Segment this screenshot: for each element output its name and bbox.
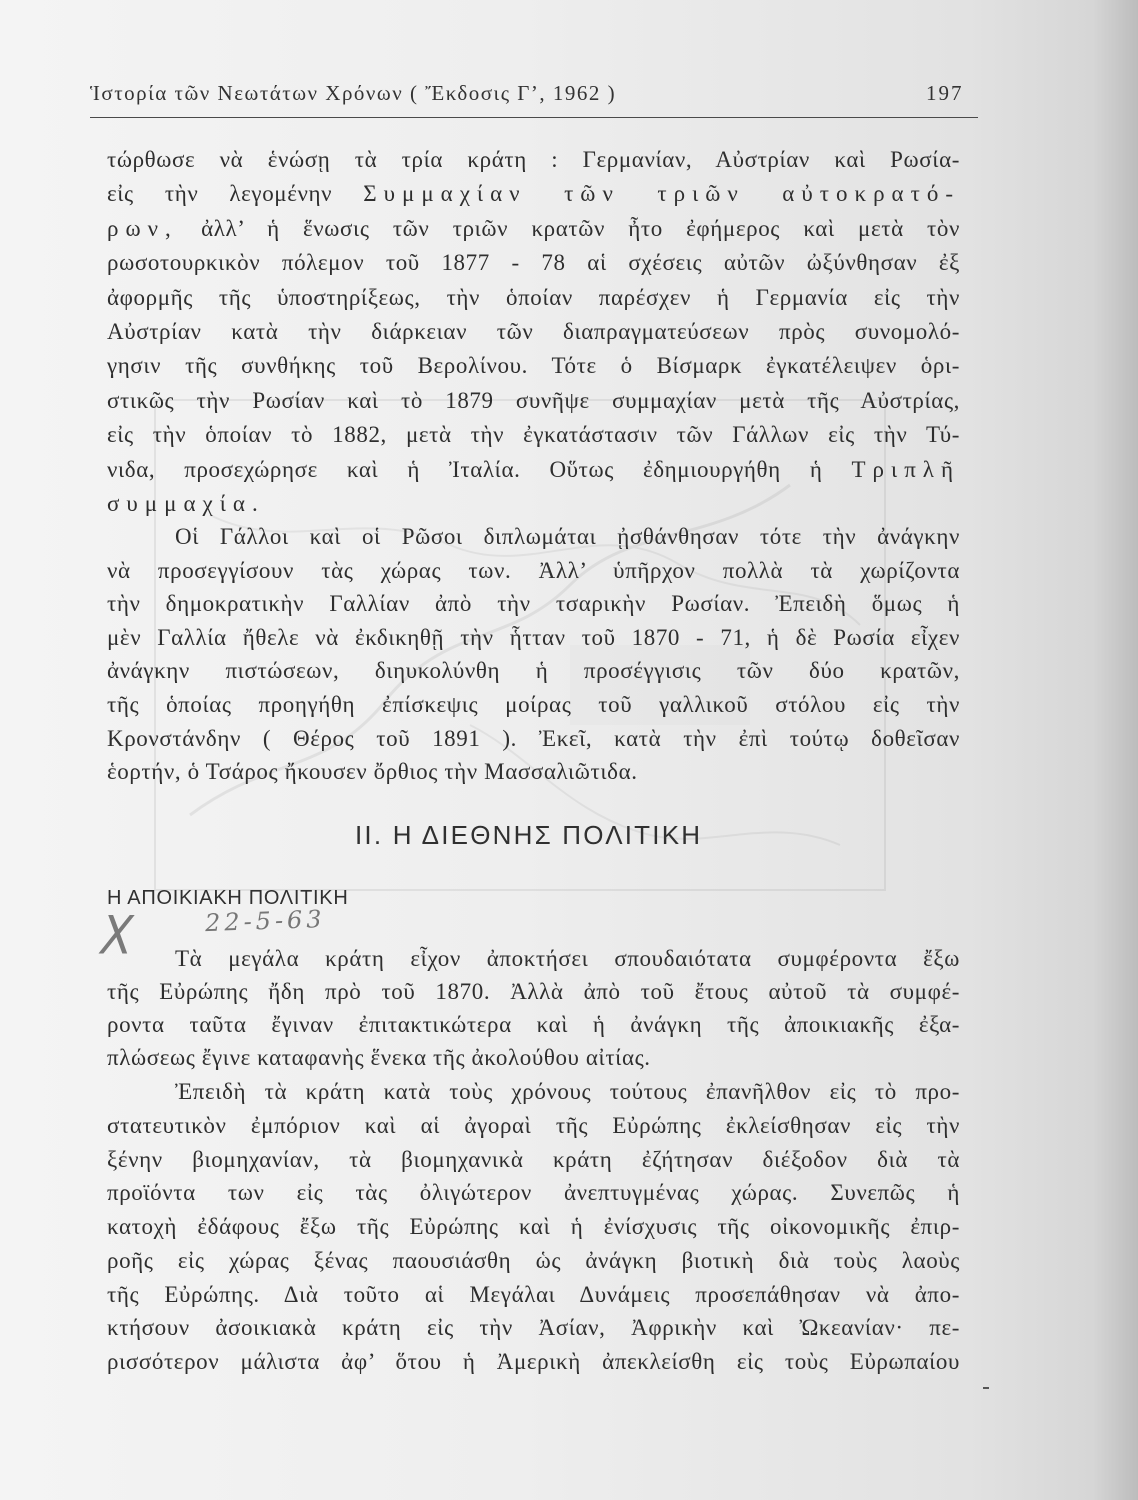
paragraph-3 [107, 942, 960, 1074]
text-line: Αὐστρίαν κατὰ τὴν διάρκειαν τῶν διαπραγματεύσεων πρὸς συνομολό- [107, 319, 960, 345]
running-header-title: Ἱστορία τῶν Νεωτάτων Χρόνων ( Ἔκδοσις Γ’, 1962 ) [90, 81, 617, 105]
ink-speck [983, 1387, 989, 1389]
paragraph-2 [107, 520, 960, 789]
text-line: πλώσεως ἔγινε καταφανὴς ἕνεκα τῆς ἀκολούθου αἰτίας. [107, 1045, 651, 1070]
text-line: ἑορτήν, ὁ Τσάρος ἤκουσεν ὄρθιος τὴν Μασσαλιῶτιδα. [107, 759, 638, 785]
text-line: στικῶς τὴν Ρωσίαν καὶ τὸ 1879 συνῆψε συμμαχίαν μετὰ τῆς Αὐστρίας, [107, 387, 960, 413]
text-line: ροῆς εἰς χώρας ξένας παουσιάσθη ὡς ἀνάγκη βιοτικὴ διὰ τοὺς λαοὺς [107, 1247, 960, 1273]
emphasized-text: Συμμαχίαν τῶν τριῶν αὐτοκρατό- [363, 181, 960, 207]
text-line: κατοχὴ ἐδάφους ἔξω τῆς Εὐρώπης καὶ ἡ ἐνίσχυσις τῆς οἰκονομικῆς ἐπιρ- [107, 1214, 960, 1239]
text-line: τὴν δημοκρατικὴν Γαλλίαν ἀπὸ τὴν τσαρικὴν Ρωσίαν. Ἐπειδὴ ὅμως ἡ [107, 591, 960, 617]
text-line [107, 453, 960, 487]
handwritten-margin-mark: X [94, 903, 140, 967]
text-line: προϊόντα των εἰς τὰς ὀλιγώτερον ἀνεπτυγμένας χώρας. Συνεπῶς ἡ [107, 1180, 960, 1206]
text-line: μὲν Γαλλία ἤθελε νὰ ἐκδικηθῇ τὴν ἧτταν τοῦ 1870 - 71, ἡ δὲ Ρωσία εἶχεν [107, 624, 960, 650]
text-line: στατευτικὸν ἐμπόριον καὶ αἱ ἀγοραὶ τῆς Εὐρώπης ἐκλείσθησαν εἰς τὴν [107, 1112, 960, 1138]
text-line [107, 177, 960, 211]
text-line: νὰ προσεγγίσουν τὰς χώρας των. Ἀλλ’ ὑπῆρχον πολλὰ τὰ χωρίζοντα [107, 557, 960, 583]
text-line: γησιν τῆς συνθήκης τοῦ Βερολίνου. Τότε ὁ Βίσμαρκ ἐγκατέλειψεν ὁρι- [107, 353, 960, 379]
text-line: ρισσότερον μάλιστα ἀφ’ ὅτου ἡ Ἀμερικὴ ἀπεκλείσθη εἰς τοὺς Εὐρωπαίου [107, 1349, 960, 1374]
text-line: Οἱ Γάλλοι καὶ οἱ Ρῶσοι διπλωμάται ᾐσθάνθησαν τότε τὴν ἀνάγκην [175, 524, 960, 549]
text-line: κτήσουν ἀσοικιακὰ κράτη εἰς τὴν Ἀσίαν, Ἀφρικὴν καὶ Ὠκεανίαν· πε- [107, 1315, 960, 1341]
header-rule [90, 117, 978, 118]
text-line: ροντα ταῦτα ἔγιναν ἐπιτακτικώτερα καὶ ἡ ἀνάγκη τῆς ἀποικιακῆς ἐξα- [107, 1012, 960, 1037]
text-line: ξένην βιομηχανίαν, τὰ βιομηχανικὰ κράτη ἐζήτησαν διέξοδον διὰ τὰ [107, 1146, 960, 1172]
paragraph-1 [107, 143, 960, 521]
text-line: ἀνάγκην πιστώσεων, διηυκολύνθη ἡ προσέγγισις τῶν δύο κρατῶν, [107, 658, 960, 684]
text-segment: νιδα, προσεχώρησε καὶ ἡ Ἰταλία. Οὕτως ἐδημιουργήθη ἡ [107, 456, 823, 482]
text-line: τῆς ὁποίας προηγήθη ἐπίσκεψις μοίρας τοῦ γαλλικοῦ στόλου εἰς τὴν [107, 691, 960, 717]
text-line: Τὰ μεγάλα κράτη εἶχον ἀποκτήσει σπουδαιότατα συμφέροντα ἔξω [175, 946, 960, 971]
emphasized-text: Τριπλῆ [851, 456, 960, 482]
handwritten-date-note: 22-5-63 [204, 904, 327, 938]
subsection-heading: Η ΑΠΟΙΚΙΑΚΗ ΠΟΛΙΤΙΚΗ [107, 887, 349, 909]
text-line: ρωσοτουρκικὸν πόλεμον τοῦ 1877 - 78 αἱ σχέσεις αὐτῶν ὠξύνθησαν ἐξ [107, 250, 960, 276]
text-line: τῆς Εὐρώπης ἤδη πρὸ τοῦ 1870. Ἀλλὰ ἀπὸ τοῦ ἔτους αὐτοῦ τὰ συμφέ- [107, 979, 960, 1004]
text-line [107, 487, 960, 521]
text-line: ἀφορμῆς τῆς ὑποστηρίξεως, τὴν ὁποίαν παρέσχεν ἡ Γερμανία εἰς τὴν [107, 284, 960, 310]
text-line: Κρονστάνδην ( Θέρος τοῦ 1891 ). Ἐκεῖ, κατὰ τὴν ἐπὶ τούτῳ δοθεῖσαν [107, 725, 960, 751]
text-line: τῆς Εὐρώπης. Διὰ τοῦτο αἱ Μεγάλαι Δυνάμεις προσεπάθησαν νὰ ἀπο- [107, 1281, 960, 1307]
text-segment: ἀλλ’ ἡ ἕνωσις τῶν τριῶν κρατῶν ἦτο ἐφήμερος καὶ μετὰ τὸν [201, 215, 960, 241]
text-segment: εἰς τὴν λεγομένην [107, 181, 333, 207]
text-line: εἰς τὴν ὁποίαν τὸ 1882, μετὰ τὴν ἐγκατάστασιν τῶν Γάλλων εἰς τὴν Τύ- [107, 422, 960, 448]
text-line: Ἐπειδὴ τὰ κράτη κατὰ τοὺς χρόνους τούτους ἐπανῆλθον εἰς τὸ προ- [175, 1079, 960, 1104]
text-line: τώρθωσε νὰ ἑνώσῃ τὰ τρία κράτη : Γερμανίαν, Αὐστρίαν καὶ Ρωσία- [107, 147, 960, 172]
text-line [107, 212, 960, 246]
paragraph-4 [107, 1075, 960, 1379]
emphasized-text: συμμαχία. [107, 491, 265, 517]
page-number: 197 [926, 81, 964, 105]
section-heading: II. Η ΔΙΕΘΝΗΣ ΠΟΛΙΤΙΚΗ [355, 820, 703, 850]
emphasized-text: ρων, [107, 215, 178, 241]
